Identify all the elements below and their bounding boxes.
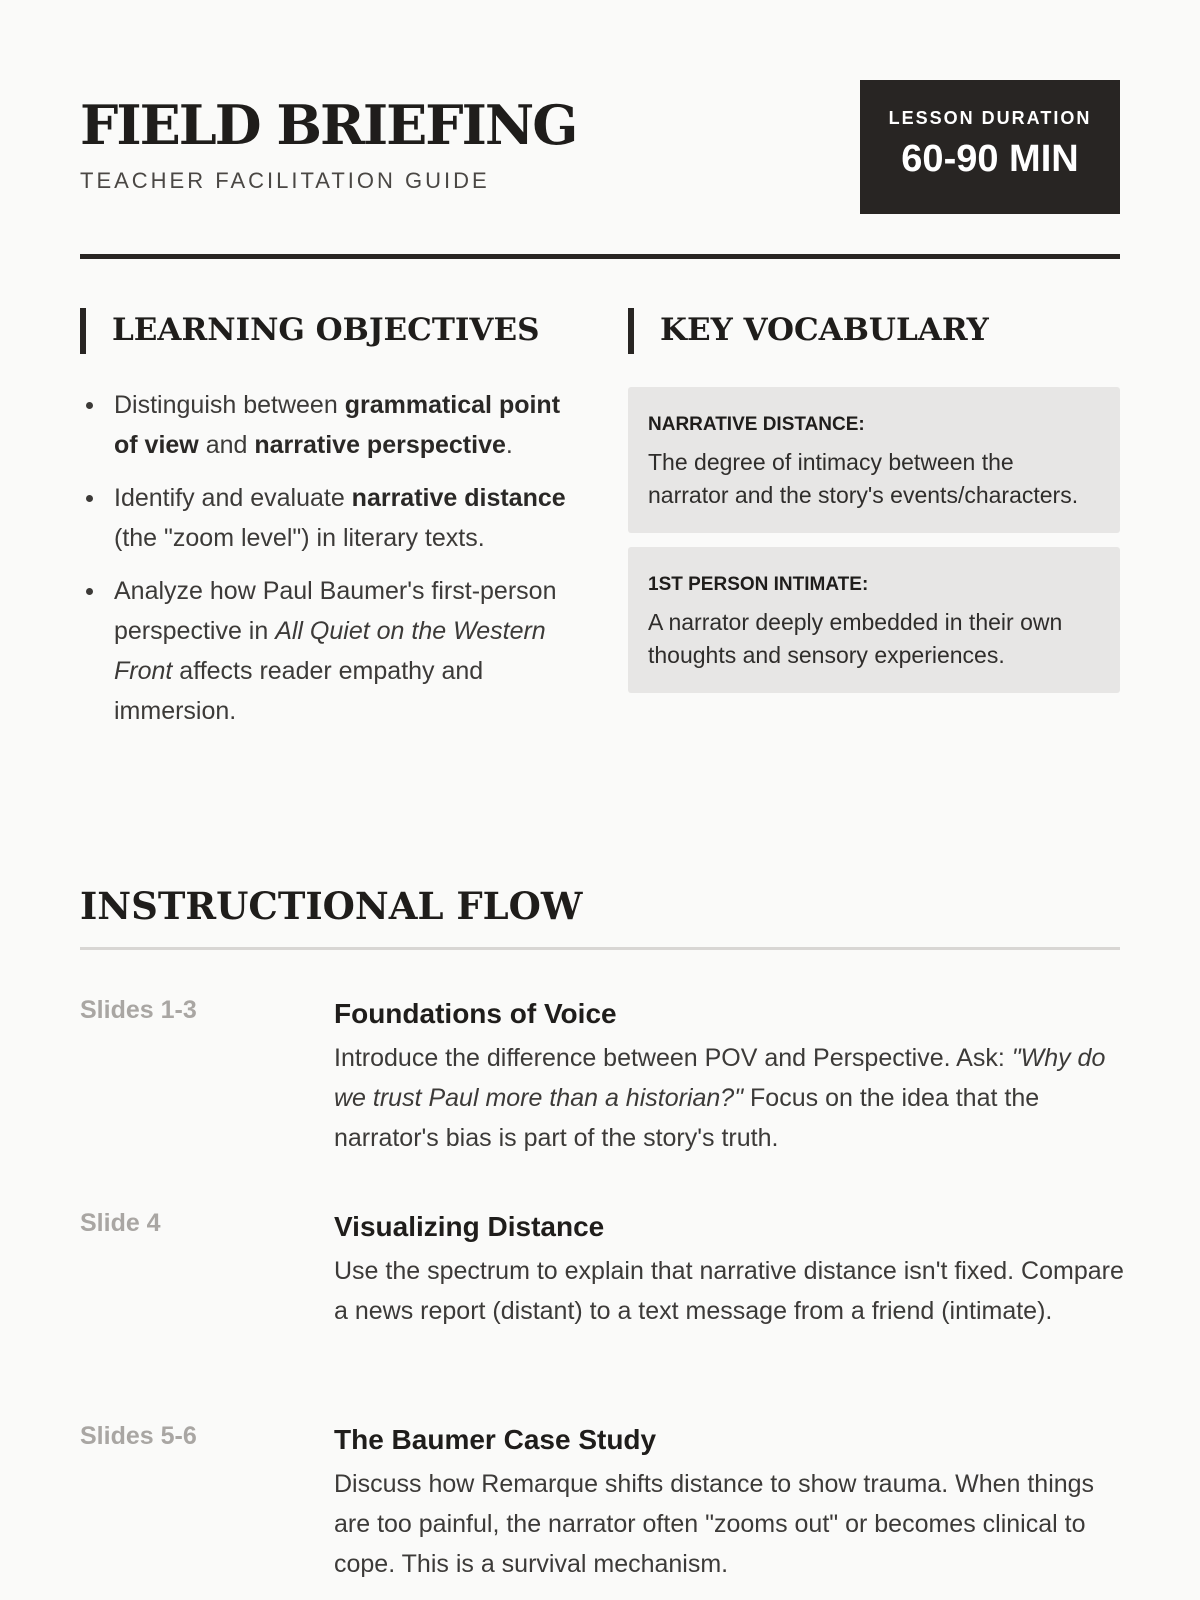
objective-item: Analyze how Paul Baumer's first-person perspective in All Quiet on the Western Front affects reader empathy and immersion. — [80, 571, 570, 731]
vocab-definition: The degree of intimacy between the narrator and the story's events/characters. — [648, 449, 1079, 508]
vocab-card — [628, 387, 1120, 533]
flow-step-description: Introduce the difference between POV and Perspective. Ask: "Why do we trust Paul more than a historian?" Focus on the idea that the narrator's bias is part of the story's truth. — [334, 1044, 1106, 1152]
vocabulary-heading: KEY VOCABULARY — [628, 308, 989, 354]
duration-value: 60-90 MIN — [901, 138, 1079, 180]
flow-step-slides: Slides 5-6 — [80, 1422, 197, 1450]
duration-label: LESSON DURATION — [888, 108, 1092, 128]
vocab-term: 1ST PERSON INTIMATE: — [648, 574, 869, 595]
page-subtitle: TEACHER FACILITATION GUIDE — [80, 168, 490, 193]
objectives-list — [80, 385, 570, 744]
page-title: FIELD BRIEFING — [80, 93, 577, 157]
lesson-duration-badge — [860, 80, 1120, 214]
flow-step-slides: Slides 1-3 — [80, 996, 197, 1024]
objectives-heading: LEARNING OBJECTIVES — [80, 308, 540, 354]
vocab-card — [628, 547, 1120, 693]
flow-step-description: Use the spectrum to explain that narrative distance isn't fixed. Compare a news report (distant) to a text message from a friend (intimate). — [334, 1257, 1124, 1325]
flow-step-description: Discuss how Remarque shifts distance to show trauma. When things are too painful, the narrator often "zooms out" or becomes clinical to cope. This is a survival mechanism. — [334, 1470, 1095, 1578]
flow-step-title: Foundations of Voice — [334, 998, 617, 1029]
page-header — [80, 80, 1120, 260]
flow-step-title: The Baumer Case Study — [334, 1424, 657, 1455]
flow-divider — [80, 947, 1120, 950]
flow-step-title: Visualizing Distance — [334, 1211, 605, 1242]
header-divider — [80, 254, 1120, 259]
flow-step-slides: Slide 4 — [80, 1209, 161, 1237]
objective-item: Distinguish between grammatical point of view and narrative perspective. — [80, 385, 570, 465]
vocab-definition: A narrator deeply embedded in their own thoughts and sensory experiences. — [648, 609, 1063, 668]
objective-item: Identify and evaluate narrative distance (the "zoom level") in literary texts. — [80, 478, 570, 558]
flow-heading: INSTRUCTIONAL FLOW — [80, 884, 583, 928]
vocab-term: NARRATIVE DISTANCE: — [648, 414, 865, 435]
